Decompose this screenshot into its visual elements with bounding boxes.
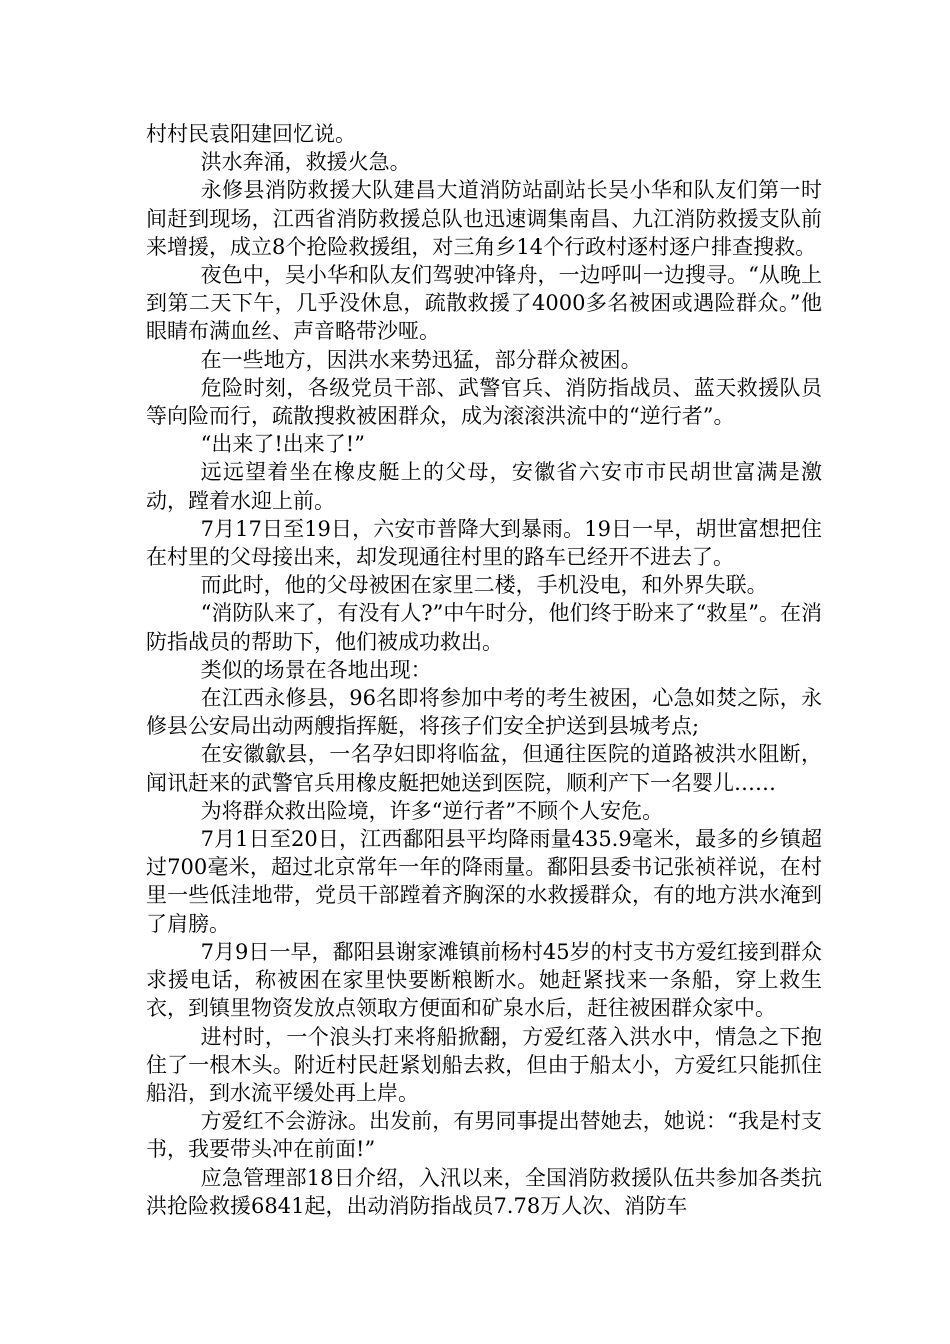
paragraph: 夜色中，吴小华和队友们驾驶冲锋舟，一边呼叫一边搜寻。“从晚上到第二天下午，几乎没休息，疏散救援了4000多名被困或遇险群众。”他眼睛布满血丝、声音略带沙哑。 — [146, 263, 822, 344]
paragraph: 村村民袁阳建回忆说。 — [146, 122, 356, 146]
paragraph: 洪水奔涌，救援火急。 — [200, 150, 411, 175]
paragraph: 危险时刻，各级党员干部、武警官兵、消防指战员、蓝天救援队员等向险而行，疏散搜救被困群众，成为滚滚洪流中的“逆行者”。 — [146, 375, 822, 429]
paragraph: 7月17日至19日，六安市普降大到暴雨。19日一早，胡世富想把住在村里的父母接出来，却发现通往村里的路车已经开不进去了。 — [146, 516, 822, 570]
paragraph: 方爱红不会游泳。出发前，有男同事提出替她去，她说：“我是村支书，我要带头冲在前面!” — [146, 1109, 822, 1162]
paragraph: 为将群众救出险境，许多“逆行者”不顾个人安危。 — [200, 798, 664, 823]
paragraph: 7月1日至20日，江西鄱阳县平均降雨量435.9毫米，最多的乡镇超过700毫米，超过北京常年一年的降雨量。鄱阳县委书记张祯祥说，在村里一些低洼地带，党员干部蹚着齐胸深的水救援群众，有的地方洪水淹到了肩膀。 — [146, 827, 822, 936]
paragraph: 进村时，一个浪头打来将船掀翻，方爱红落入洪水中，情急之下抱住了一根木头。附近村民赶紧划船去救，但由于船太小，方爱红只能抓住船沿，到水流平缓处再上岸。 — [146, 1024, 822, 1105]
paragraph: 类似的场景在各地出现： — [200, 657, 432, 682]
paragraph: “消防队来了，有没有人?”中午时分，他们终于盼来了“救星”。在消防指战员的帮助下，他们被成功救出。 — [146, 601, 822, 654]
paragraph: 永修县消防救援大队建昌大道消防站副站长吴小华和队友们第一时间赶到现场，江西省消防救援总队也迅速调集南昌、九江消防救援支队前来增援，成立8个抢险救援组，对三角乡14个行政村逐村逐户排查搜救。 — [146, 178, 822, 259]
paragraph: 远远望着坐在橡皮艇上的父母，安徽省六安市市民胡世富满是激动，蹚着水迎上前。 — [146, 460, 822, 513]
paragraph: 应急管理部18日介绍，入汛以来，全国消防救援队伍共参加各类抗洪抢险救援6841起，出动消防指战员7.78万人次、消防车 — [146, 1165, 822, 1218]
paragraph: 7月9日一早，鄱阳县谢家滩镇前杨村45岁的村支书方爱红接到群众求援电话，称被困在家里快要断粮断水。她赶紧找来一条船，穿上救生衣，到镇里物资发放点领取方便面和矿泉水后，赶往被困群众家中。 — [146, 939, 822, 1021]
document-body — [146, 120, 822, 1220]
paragraph: 在一些地方，因洪水来势迅猛，部分群众被困。 — [200, 347, 642, 372]
paragraph: 而此时，他的父母被困在家里二楼，手机没电，和外界失联。 — [200, 573, 768, 598]
paragraph: “出来了!出来了!” — [200, 432, 365, 457]
paragraph: 在安徽歙县，一名孕妇即将临盆，但通往医院的道路被洪水阻断，闻讯赶来的武警官兵用橡皮艇把她送到医院，顺利产下一名婴儿…… — [146, 742, 822, 795]
paragraph: 在江西永修县，96名即将参加中考的考生被困，心急如焚之际，永修县公安局出动两艘指挥艇，将孩子们安全护送到县城考点; — [146, 686, 822, 739]
